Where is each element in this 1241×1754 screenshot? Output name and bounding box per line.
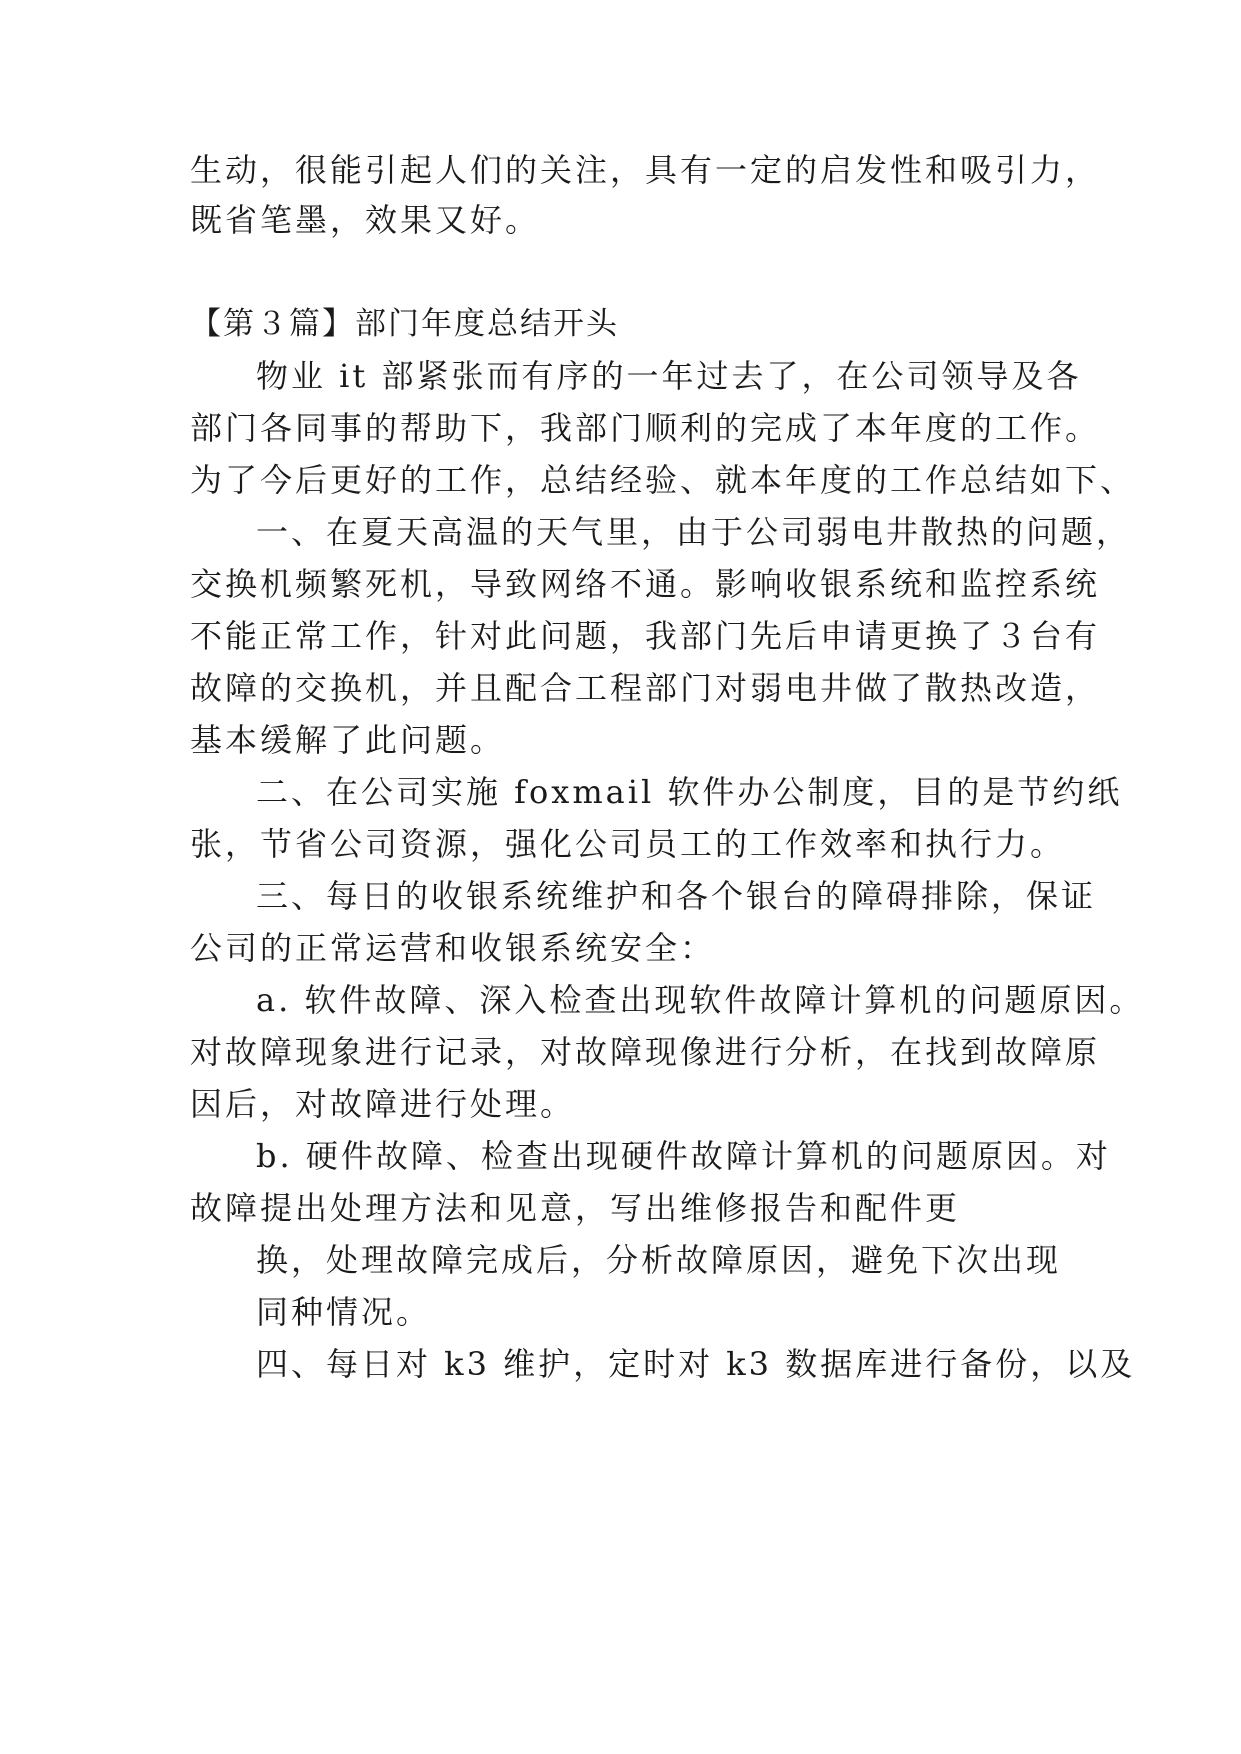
body-line: 张，节省公司资源，强化公司员工的工作效率和执行力。 <box>190 825 1066 863</box>
body-line: 二、在公司实施 foxmail 软件办公制度，目的是节约纸 <box>256 773 1123 811</box>
body-line: 基本缓解了此问题。 <box>190 721 506 759</box>
body-line: 故障提出处理方法和见意，写出维修报告和配件更 <box>190 1189 961 1227</box>
body-line: 四、每日对 k3 维护，定时对 k3 数据库进行备份，以及 <box>256 1345 1136 1383</box>
body-line: 物业 it 部紧张而有序的一年过去了，在公司领导及各 <box>256 357 1082 395</box>
body-line: 一、在夏天高温的天气里，由于公司弱电井散热的问题， <box>256 513 1132 551</box>
section-heading: 【第３篇】部门年度总结开头 <box>190 306 619 342</box>
body-line: 故障的交换机，并且配合工程部门对弱电井做了散热改造， <box>190 669 1101 707</box>
intro-line-1: 生动，很能引起人们的关注，具有一定的启发性和吸引力， <box>190 151 1101 189</box>
body-line: 公司的正常运营和收银系统安全： <box>190 929 716 967</box>
body-line: 换，处理故障完成后，分析故障原因，避免下次出现 <box>256 1241 1062 1279</box>
body-line: b. 硬件故障、检查出现硬件故障计算机的问题原因。对 <box>256 1137 1111 1175</box>
body-line: 交换机频繁死机，导致网络不通。影响收银系统和监控系统 <box>190 565 1101 603</box>
body-line: 对故障现象进行记录，对故障现像进行分析，在找到故障原 <box>190 1033 1101 1071</box>
body-line: 因后，对故障进行处理。 <box>190 1085 576 1123</box>
body-line: 部门各同事的帮助下，我部门顺利的完成了本年度的工作。 <box>190 409 1101 447</box>
body-line: 三、每日的收银系统维护和各个银台的障碍排除，保证 <box>256 877 1097 915</box>
body-line: 不能正常工作，针对此问题，我部门先后申请更换了３台有 <box>190 617 1101 655</box>
body-line: 为了今后更好的工作，总结经验、就本年度的工作总结如下、 <box>190 461 1136 499</box>
body-line: a. 软件故障、深入检查出现软件故障计算机的问题原因。 <box>256 981 1145 1019</box>
body-line: 同种情况。 <box>256 1293 432 1331</box>
intro-line-2: 既省笔墨，效果又好。 <box>190 201 541 239</box>
